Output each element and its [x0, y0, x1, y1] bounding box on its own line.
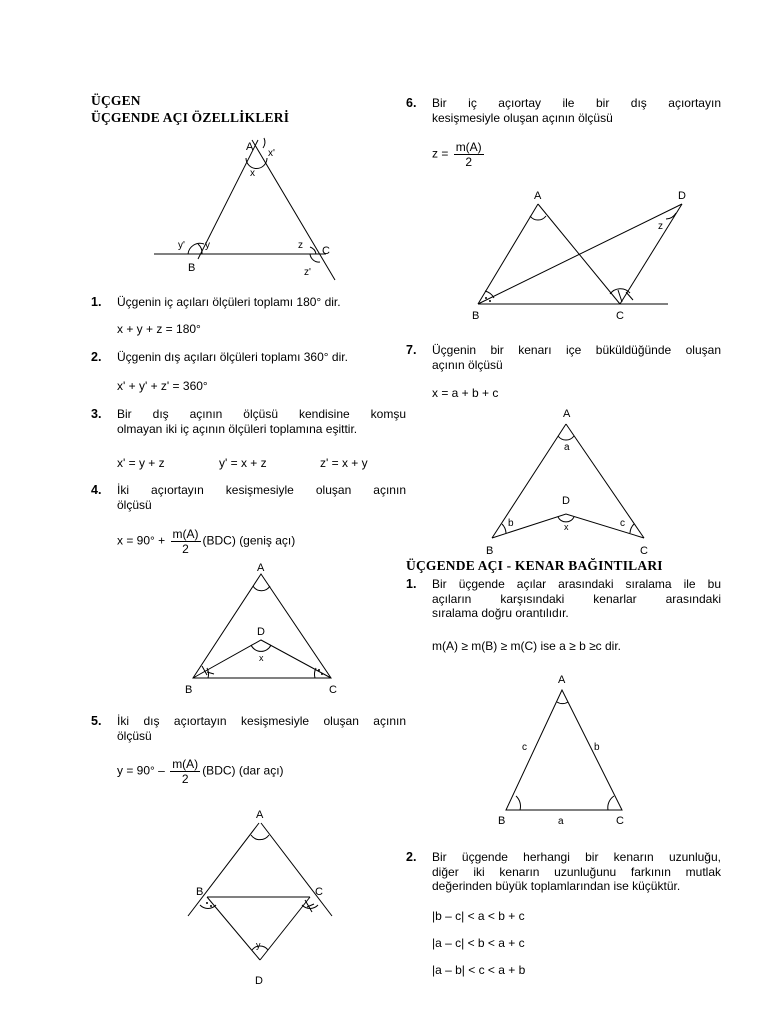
label-b: b: [594, 742, 600, 753]
label-x: x: [564, 522, 569, 532]
section2-item-1: 1. Bir üçgende açılar arasındaki sıralama ile bu açıların karşısındaki kenarlar arasındaki sıralama doğru orantılıdır.: [406, 577, 721, 620]
label-B: B: [196, 886, 204, 898]
right-item-7: 7. Üçgenin bir kenarı içe büküldüğünde oluşan açının ölçüsü: [406, 343, 721, 372]
label-A: A: [563, 408, 571, 420]
section-title: ÜÇGENDE AÇI ÖZELLİKLERİ: [91, 110, 290, 125]
label-b: b: [508, 518, 514, 529]
left-item-3: 3. Bir dış açının ölçüsü kendisine komşu olmayan iki iç açının ölçüleri toplamına eşittir.: [91, 407, 406, 436]
label-C: C: [322, 245, 330, 257]
formula-4: x = 90° + $\frac{m(A)}{2}$ (BDC) (geniş açı): [117, 527, 296, 556]
label-C: C: [616, 310, 624, 322]
triangle-figure-abc: [490, 668, 640, 828]
label-B: B: [185, 684, 193, 696]
inequality-2: |a – c| < b < a + c: [432, 936, 525, 950]
label-B: B: [498, 815, 506, 827]
formula-3a: x' = y + z: [117, 456, 165, 470]
section2-item-2: 2. Bir üçgende herhangi bir kenarın uzunluğu, diğer iki kenarın uzunluğunu farkının mutlak değerinden büyük toplamlarından ise küçüktür.: [406, 850, 721, 893]
label-A: A: [256, 809, 264, 821]
label-y-prime: y': [178, 240, 185, 251]
label-a: a: [564, 442, 570, 453]
formula-5: y = 90° – $\frac{m(A)}{2}$ (BDC) (dar açı): [117, 757, 284, 786]
label-x: x: [259, 653, 264, 663]
label-B: B: [472, 310, 480, 322]
formula-3c: z' = x + y: [320, 456, 368, 470]
right-item-6: 6. Bir iç açıortay ile bir dış açıortayın kesişmesiyle oluşan açının ölçüsü: [406, 96, 721, 125]
formula-3b: y' = x + z: [219, 456, 267, 470]
label-A: A: [246, 141, 254, 153]
label-C: C: [640, 545, 648, 557]
label-A: A: [534, 190, 542, 202]
triangle-figure-4: [185, 562, 345, 697]
label-a: a: [558, 816, 564, 827]
label-C: C: [329, 684, 337, 696]
section2-title: ÜÇGENDE AÇI - KENAR BAĞINTILARI: [406, 558, 663, 573]
label-x-prime: x': [268, 148, 275, 159]
page-title: ÜÇGEN: [91, 93, 141, 108]
label-A: A: [558, 674, 566, 686]
formula-6: z = $\frac{m(A)}{2}$: [432, 140, 482, 169]
label-y: y: [256, 940, 261, 950]
formula-1: x + y + z = 180°: [117, 322, 201, 336]
inequality-3: |a – b| < c < a + b: [432, 963, 526, 977]
left-item-4: 4. İki açıortayın kesişmesiyle oluşan açının ölçüsü: [91, 483, 406, 512]
inequality-1: |b – c| < a < b + c: [432, 909, 525, 923]
label-D: D: [678, 190, 686, 202]
label-z: z: [658, 221, 663, 232]
label-y: y: [205, 240, 210, 251]
label-B: B: [188, 262, 196, 274]
label-D: D: [562, 495, 570, 507]
triangle-figure-main: [150, 140, 350, 285]
formula-s2-1: m(A) ≥ m(B) ≥ m(C) ise a ≥ b ≥c dir.: [432, 639, 622, 653]
label-z: z: [298, 240, 303, 251]
label-z-prime: z': [304, 267, 311, 278]
label-A: A: [257, 562, 265, 574]
formula-7: x = a + b + c: [432, 386, 499, 400]
label-c: c: [620, 518, 625, 529]
label-C: C: [315, 886, 323, 898]
formula-2: x' + y' + z' = 360°: [117, 379, 208, 393]
label-c: c: [522, 742, 527, 753]
label-x: x: [250, 168, 255, 179]
triangle-figure-6: [470, 186, 695, 321]
triangle-figure-5: [180, 808, 340, 988]
label-D: D: [257, 626, 265, 638]
left-item-5: 5. İki dış açıortayın kesişmesiyle oluşan açının ölçüsü: [91, 714, 406, 743]
triangle-figure-7: [480, 404, 660, 559]
label-B: B: [486, 545, 494, 557]
label-C: C: [616, 815, 624, 827]
label-D: D: [255, 975, 263, 987]
